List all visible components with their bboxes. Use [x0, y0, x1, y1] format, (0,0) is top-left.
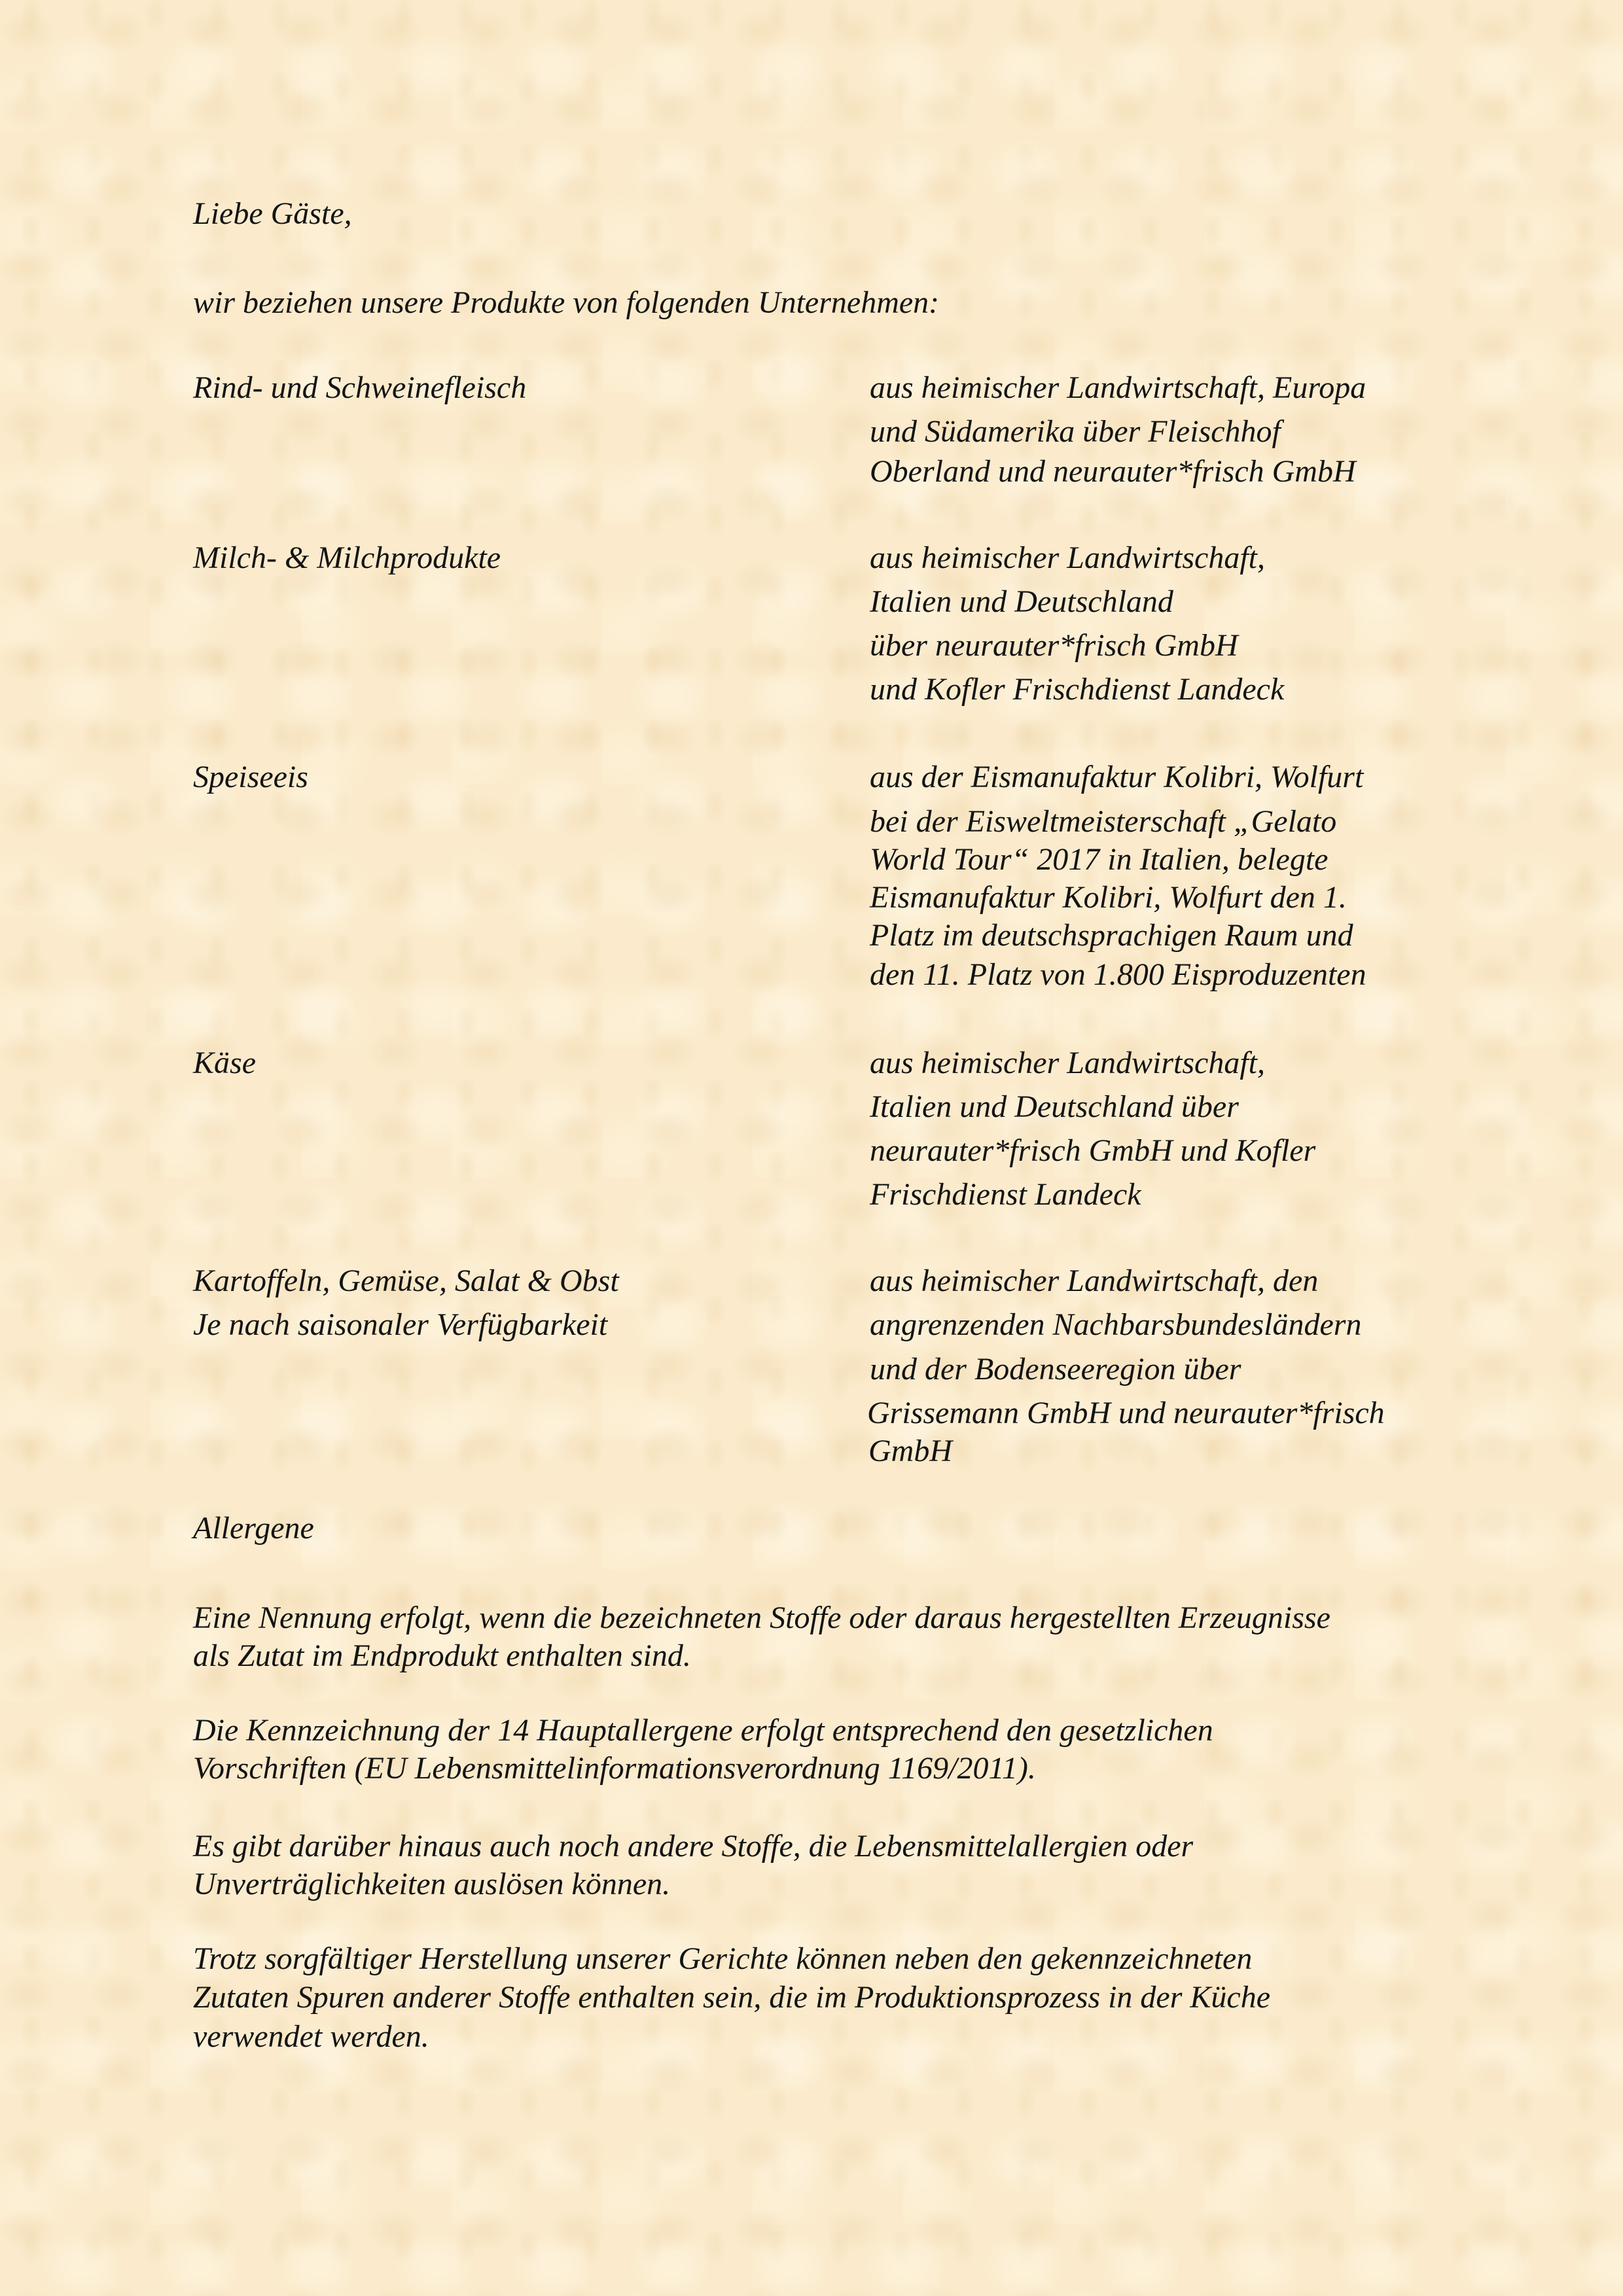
supplier-source-line: bei der Eisweltmeisterschaft „Gelato	[870, 804, 1337, 839]
supplier-source-line: und der Bodenseeregion über	[870, 1352, 1241, 1386]
paragraph-line: Trotz sorgfältiger Herstellung unserer Gerichte können neben den gekennzeichneten	[193, 1941, 1253, 1976]
supplier-source-line: aus der Eismanufaktur Kolibri, Wolfurt	[870, 760, 1364, 794]
supplier-source-line: Grissemann GmbH und neurauter*frisch	[867, 1396, 1385, 1430]
paragraph-line: als Zutat im Endprodukt enthalten sind.	[193, 1638, 691, 1673]
paragraph-line: Zutaten Spuren anderer Stoffe enthalten sein, die im Produktionsprozess in der Küche	[193, 1980, 1271, 2015]
paragraph-line: Eine Nennung erfolgt, wenn die bezeichneten Stoffe oder daraus hergestellten Erzeugnisse	[193, 1600, 1330, 1635]
supplier-product: Käse	[193, 1046, 256, 1080]
supplier-source-line: und Südamerika über Fleischhof	[870, 414, 1281, 449]
supplier-source-line: GmbH	[868, 1434, 952, 1468]
supplier-source-line: Italien und Deutschland	[870, 584, 1173, 619]
supplier-source-line: und Kofler Frischdienst Landeck	[870, 672, 1285, 707]
paragraph-line: Vorschriften (EU Lebensmittelinformationsverordnung 1169/2011).	[193, 1751, 1036, 1786]
supplier-product-note: Je nach saisonaler Verfügbarkeit	[193, 1307, 608, 1342]
supplier-source-line: neurauter*frisch GmbH und Kofler	[870, 1133, 1316, 1168]
supplier-product: Speiseeis	[193, 760, 308, 794]
paragraph-line: Es gibt darüber hinaus auch noch andere Stoffe, die Lebensmittelallergien oder	[193, 1829, 1194, 1863]
supplier-source-line: Oberland und neurauter*frisch GmbH	[870, 454, 1356, 489]
supplier-product: Milch- & Milchprodukte	[193, 540, 501, 575]
supplier-source-line: aus heimischer Landwirtschaft, den	[870, 1263, 1319, 1298]
supplier-source-line: Platz im deutschsprachigen Raum und	[870, 918, 1353, 953]
supplier-source-line: über neurauter*frisch GmbH	[870, 628, 1238, 663]
paragraph-line: verwendet werden.	[193, 2019, 429, 2054]
supplier-source-line: Italien und Deutschland über	[870, 1089, 1239, 1124]
supplier-source-line: aus heimischer Landwirtschaft,	[870, 540, 1266, 575]
supplier-source-line: angrenzenden Nachbarsbundesländern	[870, 1307, 1362, 1342]
allergens-heading: Allergene	[193, 1511, 314, 1545]
supplier-source-line: Eismanufaktur Kolibri, Wolfurt den 1.	[870, 880, 1347, 915]
supplier-product: Rind- und Schweinefleisch	[193, 370, 527, 405]
supplier-source-line: aus heimischer Landwirtschaft,	[870, 1046, 1266, 1080]
greeting: Liebe Gäste,	[193, 196, 352, 231]
paragraph-line: Unverträglichkeiten auslösen können.	[193, 1867, 671, 1901]
supplier-product: Kartoffeln, Gemüse, Salat & Obst	[193, 1263, 619, 1298]
paragraph-line: Die Kennzeichnung der 14 Hauptallergene erfolgt entsprechend den gesetzlichen	[193, 1713, 1213, 1748]
intro-text: wir beziehen unsere Produkte von folgenden Unternehmen:	[193, 285, 940, 320]
supplier-source-line: Frischdienst Landeck	[870, 1177, 1141, 1212]
supplier-source-line: World Tour“ 2017 in Italien, belegte	[870, 842, 1329, 877]
supplier-source-line: aus heimischer Landwirtschaft, Europa	[870, 370, 1366, 405]
supplier-source-line: den 11. Platz von 1.800 Eisproduzenten	[870, 957, 1366, 992]
